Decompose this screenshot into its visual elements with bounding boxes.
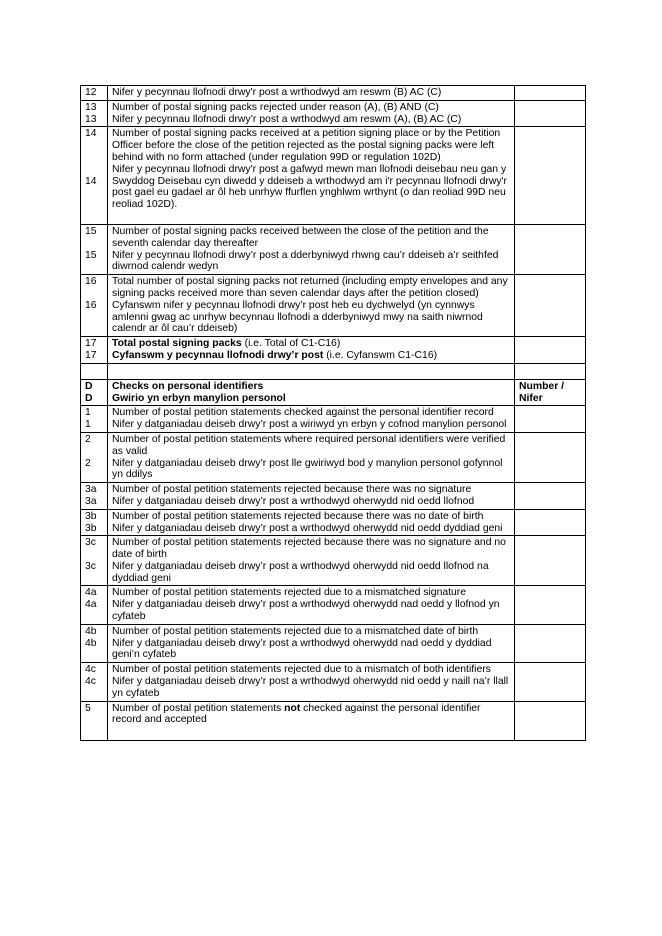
row-description: Number of postal petition statements rejected because there was no signature and no date of birth Nifer y datganiadau deiseb drwy’r post a wrthodwyd oherwydd nid oedd llofnod na dyddiad geni <box>108 536 515 586</box>
value-cell[interactable] <box>515 483 586 510</box>
table-row <box>81 509 586 536</box>
row-description: Number of postal petition statements rejected due to a mismatched date of birth Nifer y datganiadau deiseb drwy’r post a wrthodwyd oherwydd nad oedd y dyddiad geni’n cyfateb <box>108 624 515 662</box>
section-heading: Checks on personal identifiers Gwirio yn erbyn manylion personol <box>108 379 515 406</box>
value-cell[interactable] <box>515 663 586 701</box>
row-description: Number of postal petition statements rejected due to a mismatch of both identifiers Nifer y datganiadau deiseb drwy’r post a wrthodwyd oherwydd nid oedd y naill na’r llall yn cyfateb <box>108 663 515 701</box>
row-number: 4c 4c <box>81 663 108 701</box>
row-description: Number of postal petition statements rejected because there was no date of birth Nifer y datganiadau deiseb drwy’r post a wrthodwyd oherwydd nid oedd dyddiad geni <box>108 509 515 536</box>
row-number: 3c 3c <box>81 536 108 586</box>
value-cell[interactable] <box>515 586 586 624</box>
row-number: 1 1 <box>81 406 108 433</box>
row-description: Number of postal petition statements checked against the personal identifier record Nifer y datganiadau deiseb drwy’r post a wiriwyd yn erbyn y cofnod manylion personol <box>108 406 515 433</box>
value-cell[interactable] <box>515 86 586 101</box>
value-cell[interactable] <box>515 701 586 741</box>
row-number: 16 16 <box>81 275 108 337</box>
table-row <box>81 432 586 482</box>
table-row <box>81 536 586 586</box>
row-description: Number of postal signing packs received at a petition signing place or by the Petition Officer before the close of the petition rejected as the postal signing packs were left behind with no form attached (under regulation 99D or regulation 102D) Nifer y pecynnau llofnodi drwy'r post a gafwyd mewn man llofnodi deisebau neu gan y Swyddog Deisebau cyn diwedd y ddeiseb a wrthodwyd am i'r pecynnau llofnodi drwy'r post gael eu gadael ar ôl heb unrhyw ffurflen ynghlwm wrthynt (o dan reoliad 99D neu reoliad 102D). <box>108 127 515 225</box>
total-label: Cyfanswm y pecynnau llofnodi drwy’r post <box>112 349 324 361</box>
row-description: Total postal signing packs (i.e. Total of C1-C16) Cyfanswm y pecynnau llofnodi drwy’r post (i.e. Cyfanswm C1-C16) <box>108 337 515 364</box>
row-number: 13 13 <box>81 100 108 127</box>
table-row <box>81 406 586 433</box>
value-column-header: Number / Nifer <box>515 379 586 406</box>
row-description: Number of postal petition statements rejected due to a mismatched signature Nifer y datganiadau deiseb drwy’r post a wrthodwyd oherwydd nad oedd y llofnod yn cyfateb <box>108 586 515 624</box>
row-number: 17 17 <box>81 337 108 364</box>
value-cell[interactable] <box>515 275 586 337</box>
row-description: Number of postal signing packs received between the close of the petition and the seventh calendar day thereafter Nifer y pecynnau llofnodi drwy’r post a dderbyniwyd rhwng cau’r ddeiseb a’r seithfed diwrnod calendr wedyn <box>108 224 515 274</box>
table-row <box>81 127 586 225</box>
section-letter: D D <box>81 379 108 406</box>
value-cell[interactable] <box>515 224 586 274</box>
row-description: Number of postal petition statements rejected because there was no signature Nifer y datganiadau deiseb drwy’r post a wrthodwyd oherwydd nid oedd llofnod <box>108 483 515 510</box>
row-number: 2 2 <box>81 432 108 482</box>
table-row <box>81 624 586 662</box>
row-number: 3b 3b <box>81 509 108 536</box>
table-row <box>81 224 586 274</box>
row-number: 3a 3a <box>81 483 108 510</box>
table-row <box>81 86 586 101</box>
spacer-row <box>81 363 586 379</box>
total-label: Total postal signing packs <box>112 338 242 350</box>
value-cell[interactable] <box>515 127 586 225</box>
row-description: Number of postal petition statements not checked against the personal identifier record and accepted <box>108 701 515 741</box>
table-row <box>81 337 586 364</box>
table-row <box>81 701 586 741</box>
table-row <box>81 100 586 127</box>
row-number: 4a 4a <box>81 586 108 624</box>
table-row <box>81 586 586 624</box>
table-row <box>81 483 586 510</box>
row-number: 14 14 <box>81 127 108 225</box>
row-number: 15 15 <box>81 224 108 274</box>
row-description: Number of postal signing packs rejected under reason (A), (B) AND (C) Nifer y pecynnau llofnodi drwy’r post a wrthodwyd am reswm (A), (B) AC (C) <box>108 100 515 127</box>
value-cell[interactable] <box>515 337 586 364</box>
row-number: 4b 4b <box>81 624 108 662</box>
row-number: 5 <box>81 701 108 741</box>
emphasis-not: not <box>284 702 301 714</box>
section-header-row <box>81 379 586 406</box>
value-cell[interactable] <box>515 406 586 433</box>
row-number: 12 <box>81 86 108 101</box>
row-description: Number of postal petition statements where required personal identifiers were verified as valid Nifer y datganiadau deiseb drwy’r post lle gwiriwyd bod y manylion personol gofynnol yn ddilys <box>108 432 515 482</box>
row-description: Nifer y pecynnau llofnodi drwy'r post a wrthodwyd am reswm (B) AC (C) <box>108 86 515 101</box>
value-cell[interactable] <box>515 100 586 127</box>
row-description: Total number of postal signing packs not returned (including empty envelopes and any signing packs received more than seven calendar days after the petition closed) Cyfanswm nifer y pecynnau llofnodi drwy’r post heb eu dychwelyd (yn cynnwys amlenni gwag ac unrhyw becynnau llofnodi a dderbyniwyd mwy na saith niwrnod calendr ar ôl cau’r ddeiseb) <box>108 275 515 337</box>
table-row <box>81 663 586 701</box>
report-table <box>80 85 586 741</box>
value-cell[interactable] <box>515 432 586 482</box>
value-cell[interactable] <box>515 624 586 662</box>
value-cell[interactable] <box>515 536 586 586</box>
table-row <box>81 275 586 337</box>
value-cell[interactable] <box>515 509 586 536</box>
